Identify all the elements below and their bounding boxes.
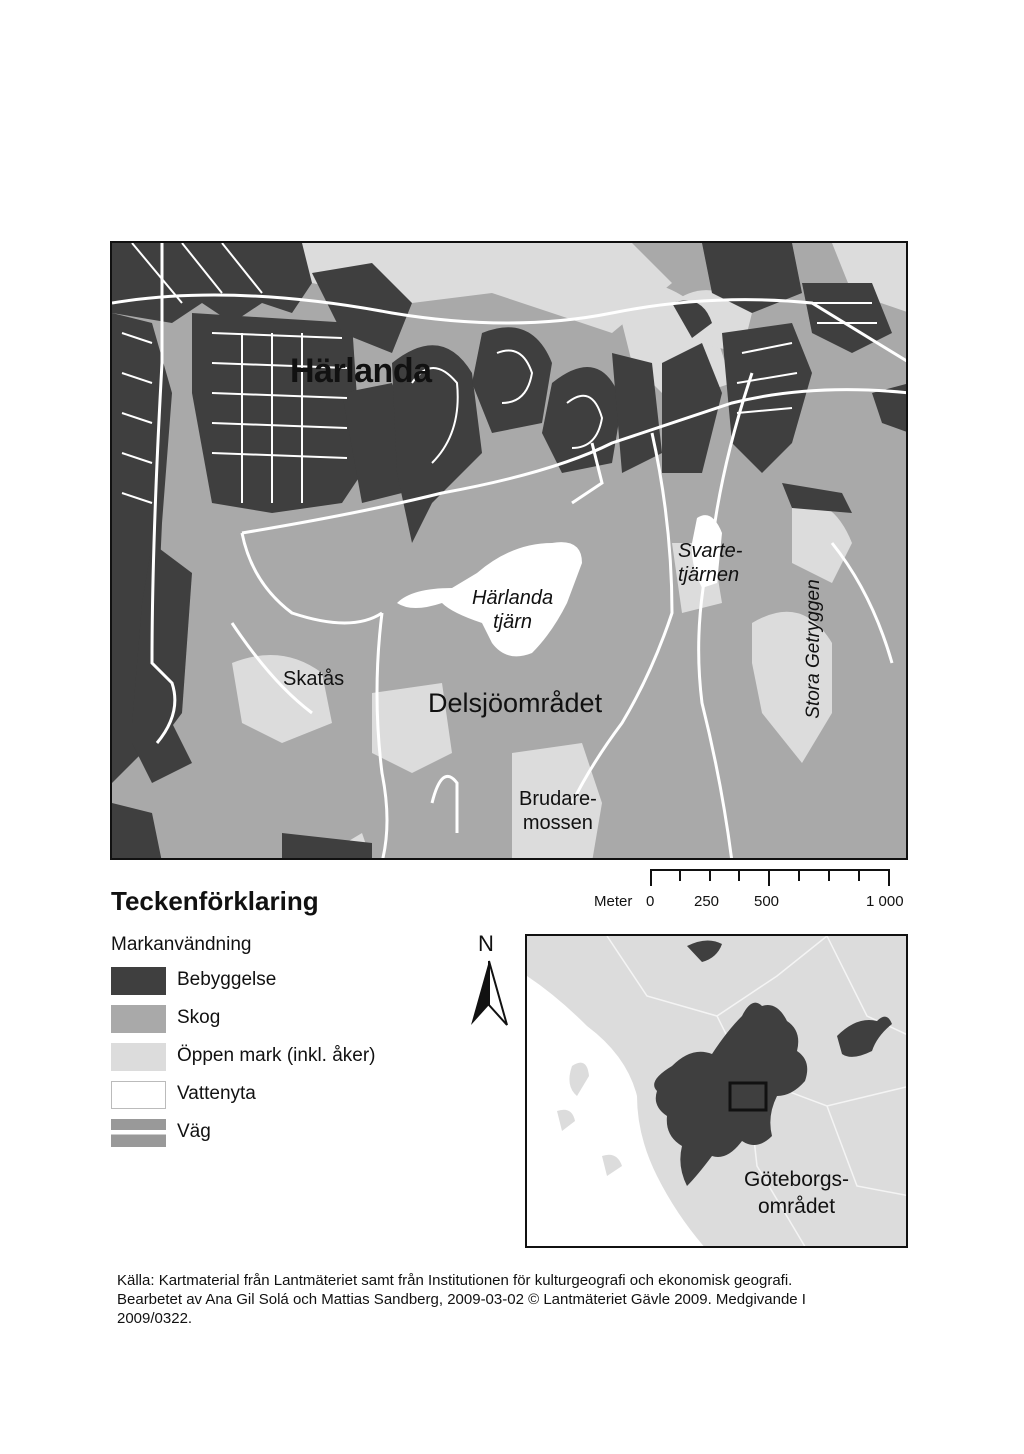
legend-swatch-bebyggelse — [111, 967, 166, 995]
main-map — [110, 241, 908, 860]
inset-label-goteborgsomradet — [744, 1166, 849, 1220]
inset-map-graphic — [527, 936, 908, 1248]
legend-label-vattenyta: Vattenyta — [177, 1083, 256, 1104]
place-label-harlanda-tjarn — [472, 586, 553, 634]
legend-label-oppen-mark: Öppen mark (inkl. åker) — [177, 1045, 376, 1066]
legend-label-vag: Väg — [177, 1121, 211, 1142]
scale-unit-label: Meter — [594, 893, 633, 910]
north-arrow-label: N — [478, 931, 494, 956]
place-label-brudaremossen-line1: Brudare- — [519, 788, 597, 810]
place-label-skatas: Skatås — [283, 668, 345, 690]
place-label-harlanda-tjarn-line1: Härlanda — [472, 587, 554, 609]
place-label-svartetjarnen-line2: tjärnen — [678, 564, 740, 586]
legend-swatch-vag — [111, 1119, 166, 1147]
legend-swatch-vattenyta — [111, 1081, 166, 1109]
place-label-delsjoomradet: Delsjöområdet — [428, 688, 603, 718]
place-label-brudaremossen — [519, 787, 597, 835]
legend-label-skog: Skog — [177, 1007, 221, 1028]
source-line3: 2009/0322. — [117, 1310, 193, 1327]
north-arrow-icon — [468, 933, 512, 1029]
place-label-svartetjarnen — [678, 539, 742, 587]
place-label-harlanda: Härlanda — [290, 352, 432, 390]
inset-label-line1: Göteborgs- — [744, 1168, 850, 1191]
legend-label-bebyggelse: Bebyggelse — [177, 969, 277, 990]
source-line1: Källa: Kartmaterial från Lantmäteriet samt från Institutionen för kulturgeografi och ekonomisk geografi. — [117, 1272, 793, 1289]
inset-map — [525, 934, 908, 1248]
scale-tick-1000: 1 000 — [866, 893, 904, 910]
place-label-stora-getryggen: Stora Getryggen — [803, 579, 824, 719]
place-label-harlanda-tjarn-line2: tjärn — [493, 611, 533, 633]
scale-tick-250: 250 — [694, 893, 720, 910]
scale-tick-500: 500 — [754, 893, 780, 910]
place-label-brudaremossen-line2: mossen — [522, 812, 593, 834]
source-credit — [117, 1271, 917, 1328]
place-label-svartetjarnen-line1: Svarte- — [678, 540, 743, 562]
legend-swatch-oppen-mark — [111, 1043, 166, 1071]
legend-subtitle: Markanvändning — [111, 934, 252, 955]
legend-swatch-skog — [111, 1005, 166, 1033]
main-map-graphic — [112, 243, 908, 860]
scale-tick-0: 0 — [646, 893, 655, 910]
inset-label-line2: området — [758, 1195, 836, 1218]
legend-title: Teckenförklaring — [111, 886, 319, 916]
source-line2: Bearbetet av Ana Gil Solá och Mattias Sandberg, 2009-03-02 © Lantmäteriet Gävle 2009. Medgivande I — [117, 1291, 806, 1308]
